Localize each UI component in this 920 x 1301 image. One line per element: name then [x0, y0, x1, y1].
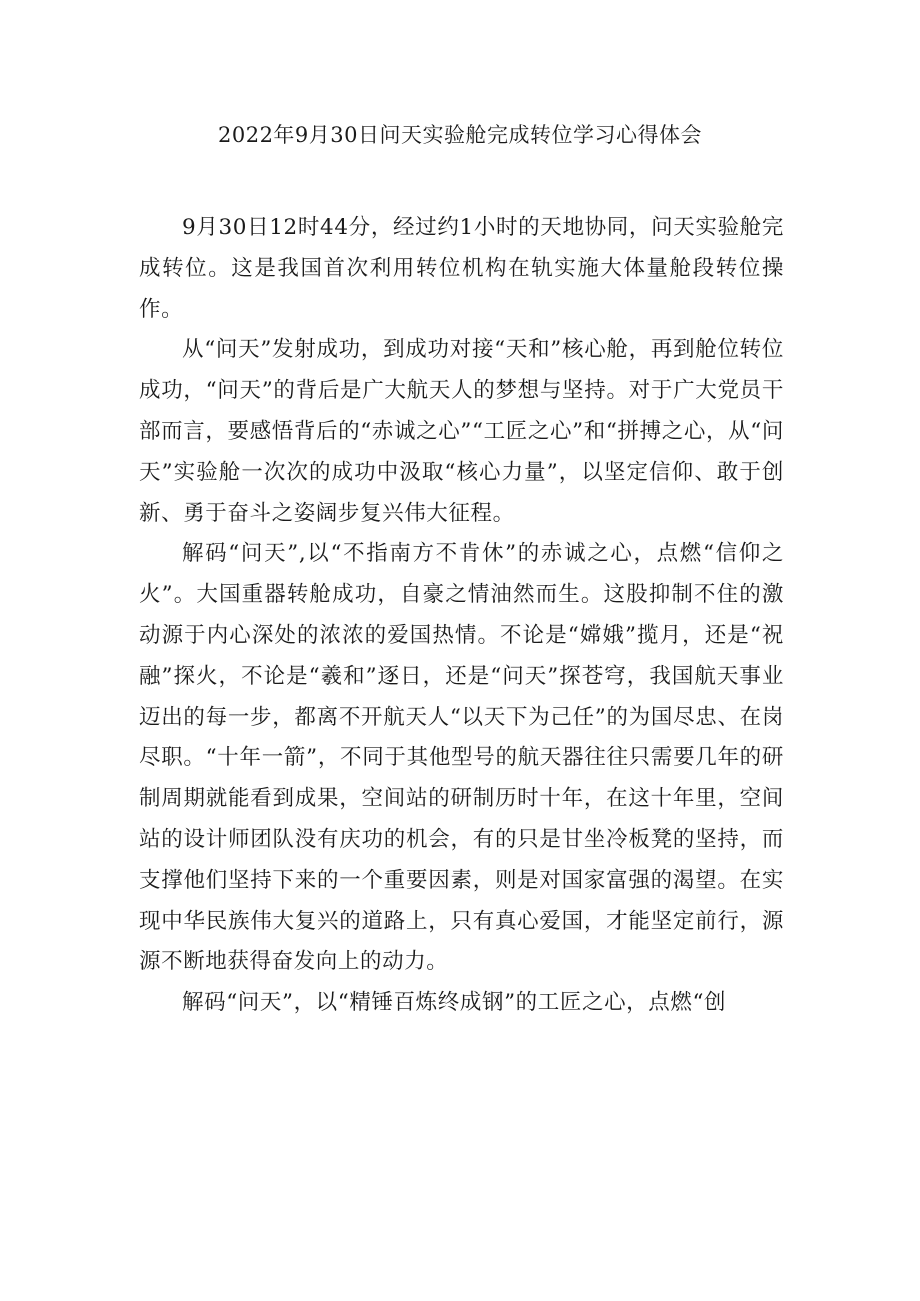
paragraph-4: 解码“问天”，以“精锤百炼终成钢”的工匠之心，点燃“创 [182, 990, 727, 1016]
paragraph-1: 9月30日12时44分，经过约1小时的天地协同，问天实验舱完成转位。这是我国首次利用转位机构在轨实施大体量舱段转位操作。 [139, 215, 784, 322]
paragraph-3: 解码“问天”,以“不指南方不肯休”的赤诚之心，点燃“信仰之火”。大国重器转舱成功，自豪之情油然而生。这股抑制不住的激动源于内心深处的浓浓的爱国热情。不论是“嫦娥”揽月，还是“祝融”探火，不论是“羲和”逐日，还是“问天”探苍穹，我国航天事业迈出的每一步，都离不开航天人“以天下为己任”的为国尽忠、在岗尽职。“十年一箭”，不同于其他型号的航天器往往只需要几年的研制周期就能看到成果，空间站的研制历时十年，在这十年里，空间站的设计师团队没有庆功的机会，有的只是甘坐冷板凳的坚持，而支撑他们坚持下来的一个重要因素，则是对国家富强的渴望。在实现中华民族伟大复兴的道路上，只有真心爱国，才能坚定前行，源源不断地获得奋发向上的动力。 [139, 541, 784, 975]
document-title: 2022年9月30日问天实验舱完成转位学习心得体会 [217, 123, 703, 147]
document-body [139, 208, 784, 1024]
paragraph-2: 从“问天”发射成功，到成功对接“天和”核心舱，再到舱位转位成功，“问天”的背后是广大航天人的梦想与坚持。对于广大党员干部而言，要感悟背后的“赤诚之心”“工匠之心”和“拼搏之心，从“问天”实验舱一次次的成功中汲取“核心力量”，以坚定信仰、敢于创新、勇于奋斗之姿阔步复兴伟大征程。 [139, 337, 784, 526]
